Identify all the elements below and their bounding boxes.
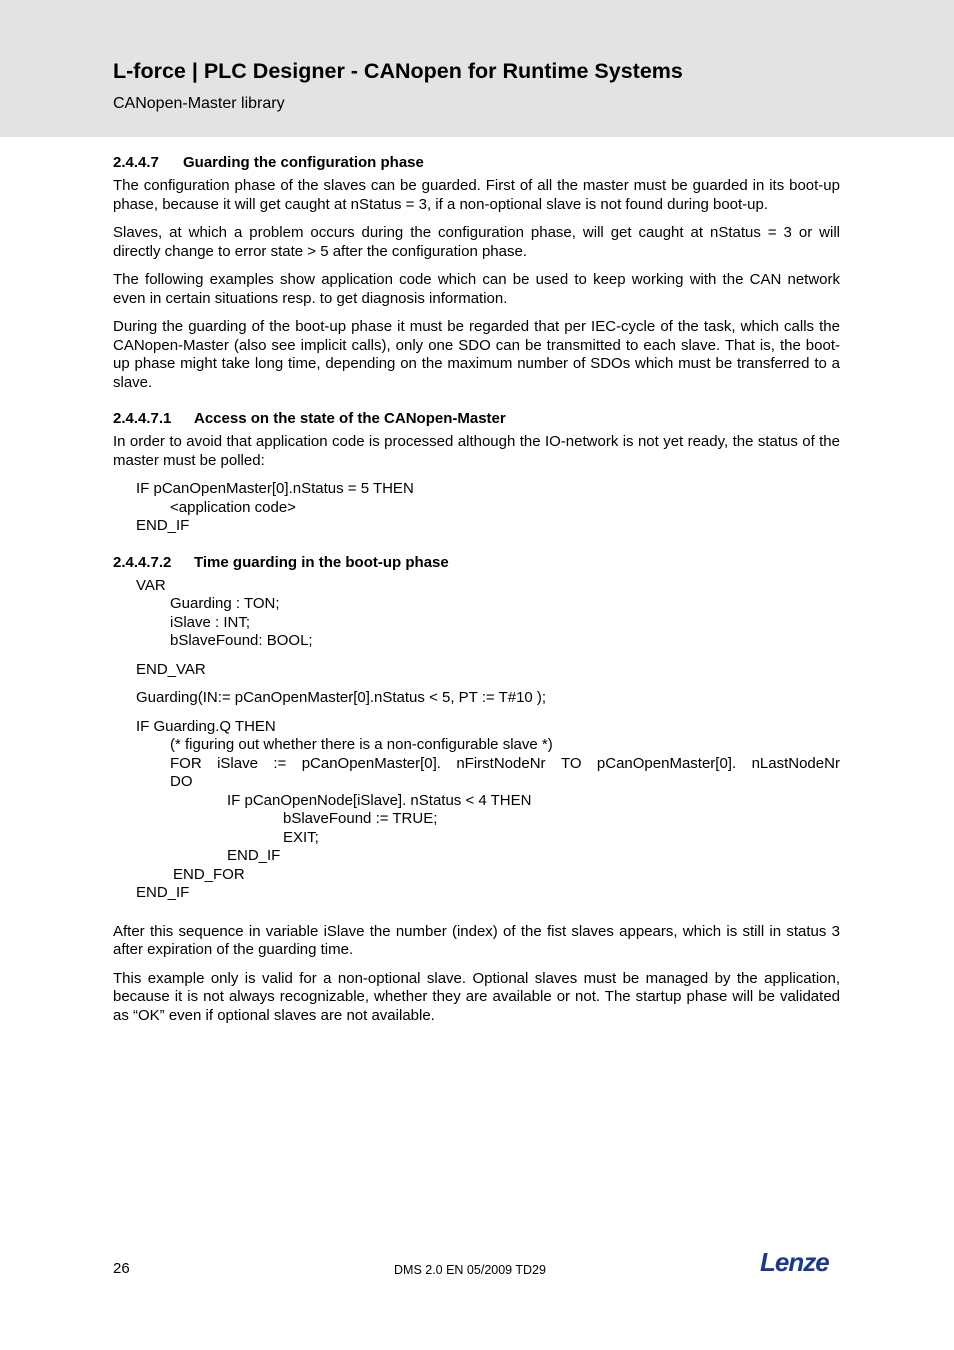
- code-line: END_IF: [136, 517, 190, 534]
- code-token: FOR: [170, 754, 202, 772]
- code-comment: (* figuring out whether there is a non-configurable slave *): [170, 736, 553, 753]
- page-number: 26: [113, 1260, 130, 1277]
- code-line: bSlaveFound: BOOL;: [170, 632, 313, 649]
- code-line: Guarding : TON;: [170, 595, 280, 612]
- section-number: 2.4.4.7: [113, 154, 159, 171]
- code-line: END_IF: [227, 847, 281, 864]
- page-content: [113, 154, 840, 1035]
- code-token: iSlave: [217, 754, 258, 772]
- paragraph: In order to avoid that application code is processed although the IO-network is not yet ready, the status of the master must be polled:: [113, 433, 840, 469]
- code-line: END_VAR: [136, 660, 206, 678]
- section-heading-2-4-4-7-1: [113, 410, 840, 428]
- code-line: IF pCanOpenNode[iSlave]. nStatus < 4 THEN: [227, 791, 532, 809]
- paragraph: The configuration phase of the slaves can be guarded. First of all the master must be guarded in its boot-up phase, because it will get caught at nStatus = 3, if a non-optional slave is not found during boot-up.: [113, 177, 840, 213]
- code-line: IF Guarding.Q THEN: [136, 717, 276, 735]
- section-number: 2.4.4.7.2: [113, 553, 172, 571]
- code-line: iSlave : INT;: [170, 613, 251, 631]
- document-subtitle: CANopen-Master library: [113, 95, 285, 112]
- code-token: pCanOpenMaster[0].: [301, 754, 441, 772]
- paragraph: This example only is valid for a non-optional slave. Optional slaves must be managed by the application, because it is not always recognizable, whether they are available or not. The startup phase will be validated as “OK” even if optional slaves are not available.: [113, 969, 840, 1024]
- code-block-master-status: [113, 480, 840, 536]
- paragraph: The following examples show application code which can be used to keep working with the CAN network even in certain situations resp. to get diagnosis information.: [113, 271, 840, 307]
- paragraph: During the guarding of the boot-up phase it must be regarded that per IEC-cycle of the task, which calls the CANopen-Master (also see implicit calls), only one SDO can be transmitted to each slave. That is, the boot-up phase might take long time, depending on the maximum number of SDOs which must be transferred to a slave.: [113, 318, 840, 391]
- section-title: Access on the state of the CANopen-Master: [194, 410, 506, 427]
- code-token: nFirstNodeNr: [456, 754, 546, 772]
- section-number: 2.4.4.7.1: [113, 410, 172, 427]
- code-token: nLastNodeNr: [751, 754, 840, 772]
- code-block-guarding-if: [113, 718, 840, 903]
- section-heading-2-4-4-7: [113, 154, 840, 172]
- code-line: DO: [170, 773, 193, 790]
- code-token: pCanOpenMaster[0].: [596, 754, 737, 772]
- code-block-guarding-call: [113, 689, 840, 708]
- code-for-line: [113, 755, 840, 774]
- section-title: Guarding the configuration phase: [183, 154, 424, 171]
- section-heading-2-4-4-7-2: [113, 554, 840, 572]
- code-line: END_IF: [136, 884, 190, 901]
- document-title: L-force | PLC Designer - CANopen for Runtime Systems: [113, 59, 683, 83]
- code-line: VAR: [136, 576, 166, 594]
- code-token: TO: [560, 754, 582, 772]
- paragraph: After this sequence in variable iSlave the number (index) of the fist slaves appears, which is still in status 3 after expiration of the guarding time.: [113, 922, 840, 958]
- document-code: DMS 2.0 EN 05/2009 TD29: [394, 1263, 546, 1277]
- section-title: Time guarding in the boot-up phase: [194, 553, 449, 571]
- lenze-logo: [758, 1248, 838, 1276]
- code-block-var: [113, 577, 840, 651]
- code-token: :=: [273, 754, 287, 772]
- code-line: IF pCanOpenMaster[0].nStatus = 5 THEN: [136, 480, 414, 497]
- code-line: EXIT;: [283, 828, 319, 846]
- code-line: bSlaveFound := TRUE;: [283, 810, 438, 827]
- paragraph: Slaves, at which a problem occurs during the configuration phase, will get caught at nStatus = 3 or will directly change to error state > 5 after the configuration phase.: [113, 224, 840, 260]
- code-block-end-var: [113, 661, 840, 680]
- code-line: END_FOR: [173, 865, 245, 883]
- code-line: Guarding(IN:= pCanOpenMaster[0].nStatus < 5, PT := T#10 );: [136, 689, 547, 706]
- code-line: <application code>: [170, 498, 296, 516]
- svg-text:Lenze: Lenze: [760, 1248, 829, 1276]
